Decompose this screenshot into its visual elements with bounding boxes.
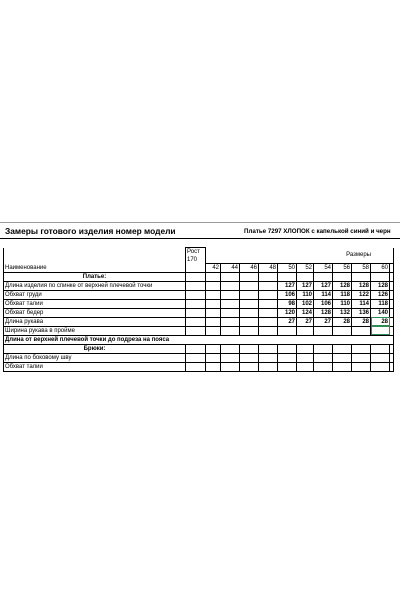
cell[interactable] xyxy=(352,272,371,281)
sheet-top-border xyxy=(0,222,400,223)
section-dress[interactable]: Платье: xyxy=(4,272,186,281)
cell[interactable] xyxy=(333,362,352,371)
cell[interactable] xyxy=(352,326,371,335)
cell[interactable] xyxy=(390,290,394,299)
size-cell[interactable]: 56 xyxy=(333,263,352,272)
cell[interactable] xyxy=(240,362,259,371)
cell[interactable] xyxy=(206,362,221,371)
cell[interactable] xyxy=(390,263,394,272)
cell[interactable] xyxy=(259,326,278,335)
value-cell[interactable]: 124 xyxy=(297,308,314,317)
cell[interactable] xyxy=(259,317,278,326)
cell[interactable] xyxy=(314,326,333,335)
cell[interactable] xyxy=(352,362,371,371)
cell[interactable] xyxy=(221,299,240,308)
cell[interactable] xyxy=(186,362,206,371)
cell[interactable] xyxy=(259,344,278,353)
cell[interactable] xyxy=(206,308,221,317)
value-cell[interactable]: 28 xyxy=(352,317,371,326)
value-cell[interactable]: 120 xyxy=(278,308,297,317)
cell[interactable] xyxy=(333,272,352,281)
cell[interactable] xyxy=(186,308,206,317)
cell[interactable] xyxy=(186,281,206,290)
value-cell[interactable]: 118 xyxy=(333,290,352,299)
cell[interactable] xyxy=(240,317,259,326)
size-cell[interactable]: 58 xyxy=(352,263,371,272)
value-cell[interactable]: 110 xyxy=(297,290,314,299)
cell[interactable] xyxy=(278,344,297,353)
table-row xyxy=(4,353,394,362)
row-label[interactable]: Обхват талии xyxy=(4,362,186,371)
size-cell[interactable]: 52 xyxy=(297,263,314,272)
cell[interactable] xyxy=(206,299,221,308)
cell[interactable] xyxy=(259,308,278,317)
cell[interactable] xyxy=(206,344,221,353)
value-cell[interactable]: 127 xyxy=(278,281,297,290)
cell[interactable] xyxy=(221,317,240,326)
cell[interactable] xyxy=(206,281,221,290)
cell[interactable] xyxy=(297,344,314,353)
table-row xyxy=(4,299,394,308)
cell[interactable] xyxy=(186,317,206,326)
value-cell[interactable]: 27 xyxy=(278,317,297,326)
cell[interactable] xyxy=(314,353,333,362)
cell-selected[interactable] xyxy=(371,326,390,335)
cell[interactable] xyxy=(221,344,240,353)
value-cell[interactable]: 132 xyxy=(333,308,352,317)
table-row xyxy=(4,362,394,371)
section-row-dress xyxy=(4,272,394,281)
table-row xyxy=(4,317,394,326)
cell[interactable] xyxy=(314,362,333,371)
table-row xyxy=(4,308,394,317)
rost-value: 170 xyxy=(187,257,198,263)
cell[interactable] xyxy=(390,326,394,335)
cell[interactable] xyxy=(297,326,314,335)
value-cell[interactable]: 127 xyxy=(314,281,333,290)
cell[interactable] xyxy=(206,353,221,362)
cell[interactable] xyxy=(297,362,314,371)
name-header[interactable] xyxy=(4,248,186,273)
row-label-bold[interactable]: Длина от верхней плечевой точки до подреза на пояса xyxy=(4,335,394,344)
table-row xyxy=(4,326,394,335)
cell[interactable] xyxy=(221,362,240,371)
value-cell[interactable]: 128 xyxy=(314,308,333,317)
value-cell[interactable]: 126 xyxy=(371,290,390,299)
cell[interactable] xyxy=(206,272,221,281)
value-cell[interactable]: 27 xyxy=(314,317,333,326)
value-cell[interactable]: 106 xyxy=(278,290,297,299)
cell[interactable] xyxy=(390,272,394,281)
cell[interactable] xyxy=(259,362,278,371)
cell[interactable] xyxy=(390,344,394,353)
cell[interactable] xyxy=(352,353,371,362)
cell[interactable] xyxy=(390,299,394,308)
cell[interactable] xyxy=(186,290,206,299)
value-cell-selected[interactable]: 28 xyxy=(371,317,390,326)
size-cell[interactable]: 54 xyxy=(314,263,333,272)
row-label[interactable]: Длина изделия по спинке от верхней плечевой точки xyxy=(4,281,186,290)
sheet-title: Замеры готового изделия номер модели xyxy=(5,226,176,236)
cell[interactable] xyxy=(371,353,390,362)
cell[interactable] xyxy=(333,326,352,335)
cell[interactable] xyxy=(278,272,297,281)
cell[interactable] xyxy=(390,353,394,362)
cell[interactable] xyxy=(240,299,259,308)
size-cell[interactable]: 60 xyxy=(371,263,390,272)
cell[interactable] xyxy=(206,290,221,299)
cell[interactable] xyxy=(240,272,259,281)
cell[interactable] xyxy=(221,308,240,317)
row-label[interactable]: Длина по боковому шву xyxy=(4,353,186,362)
row-label[interactable]: Обхват бедер xyxy=(4,308,186,317)
header-row-sizes-label xyxy=(4,248,394,264)
value-cell[interactable]: 128 xyxy=(333,281,352,290)
cell[interactable] xyxy=(278,326,297,335)
value-cell[interactable]: 114 xyxy=(352,299,371,308)
cell[interactable] xyxy=(186,344,206,353)
value-cell[interactable]: 98 xyxy=(278,299,297,308)
cell[interactable] xyxy=(352,344,371,353)
value-cell[interactable]: 136 xyxy=(352,308,371,317)
cell[interactable] xyxy=(206,326,221,335)
cell[interactable] xyxy=(314,272,333,281)
value-cell[interactable]: 122 xyxy=(352,290,371,299)
cell[interactable] xyxy=(221,281,240,290)
cell[interactable] xyxy=(206,317,221,326)
value-cell[interactable]: 102 xyxy=(297,299,314,308)
row-label[interactable]: Обхват талии xyxy=(4,299,186,308)
cell[interactable] xyxy=(221,290,240,299)
cell[interactable] xyxy=(371,362,390,371)
size-cell[interactable]: 46 xyxy=(240,263,259,272)
cell[interactable] xyxy=(390,362,394,371)
table-row xyxy=(4,290,394,299)
cell[interactable] xyxy=(278,353,297,362)
cell[interactable] xyxy=(314,344,333,353)
section-row-pants xyxy=(4,344,394,353)
cell[interactable] xyxy=(297,353,314,362)
rost-cell[interactable] xyxy=(186,248,206,273)
table-row xyxy=(4,335,394,344)
row-label[interactable]: Обхват груди xyxy=(4,290,186,299)
cell[interactable] xyxy=(186,353,206,362)
cell[interactable] xyxy=(259,353,278,362)
cell[interactable] xyxy=(186,272,206,281)
section-pants[interactable]: Брюки: xyxy=(4,344,186,353)
size-cell[interactable]: 50 xyxy=(278,263,297,272)
value-cell[interactable]: 127 xyxy=(297,281,314,290)
cell[interactable] xyxy=(390,317,394,326)
cell[interactable] xyxy=(240,344,259,353)
value-cell[interactable]: 140 xyxy=(371,308,390,317)
cell[interactable] xyxy=(278,362,297,371)
value-cell[interactable]: 28 xyxy=(333,317,352,326)
cell[interactable] xyxy=(371,344,390,353)
row-label[interactable]: Ширина рукава в пройме xyxy=(4,326,186,335)
cell[interactable] xyxy=(333,353,352,362)
cell[interactable] xyxy=(259,290,278,299)
row-label[interactable]: Длина рукава xyxy=(4,317,186,326)
value-cell[interactable]: 118 xyxy=(371,299,390,308)
value-cell[interactable]: 128 xyxy=(352,281,371,290)
cell[interactable] xyxy=(240,290,259,299)
table-row xyxy=(4,281,394,290)
cell[interactable] xyxy=(221,353,240,362)
title-row xyxy=(0,226,400,239)
sizes-label: Размеры xyxy=(346,252,371,258)
sizes-header[interactable] xyxy=(206,248,394,264)
size-cell[interactable]: 48 xyxy=(259,263,278,272)
product-title: Платье 7297 ХЛОПОК с капелькой синий и черн xyxy=(244,228,391,235)
cell[interactable] xyxy=(259,281,278,290)
cell[interactable] xyxy=(297,272,314,281)
cell[interactable] xyxy=(221,272,240,281)
cell[interactable] xyxy=(240,281,259,290)
cell[interactable] xyxy=(186,299,206,308)
cell[interactable] xyxy=(371,272,390,281)
cell[interactable] xyxy=(390,308,394,317)
cell[interactable] xyxy=(240,308,259,317)
cell[interactable] xyxy=(240,326,259,335)
size-cell[interactable]: 42 xyxy=(206,263,221,272)
value-cell[interactable]: 110 xyxy=(333,299,352,308)
rost-label: Рост xyxy=(187,249,200,255)
cell[interactable] xyxy=(240,353,259,362)
value-cell[interactable]: 27 xyxy=(297,317,314,326)
cell[interactable] xyxy=(390,281,394,290)
cell[interactable] xyxy=(221,326,240,335)
name-header-text: Наименование xyxy=(5,264,47,271)
measurements-table xyxy=(3,247,394,372)
cell[interactable] xyxy=(259,272,278,281)
value-cell[interactable]: 106 xyxy=(314,299,333,308)
value-cell[interactable]: 114 xyxy=(314,290,333,299)
cell[interactable] xyxy=(259,299,278,308)
cell[interactable] xyxy=(186,326,206,335)
cell[interactable] xyxy=(333,344,352,353)
value-cell[interactable]: 128 xyxy=(371,281,390,290)
size-cell[interactable]: 44 xyxy=(221,263,240,272)
